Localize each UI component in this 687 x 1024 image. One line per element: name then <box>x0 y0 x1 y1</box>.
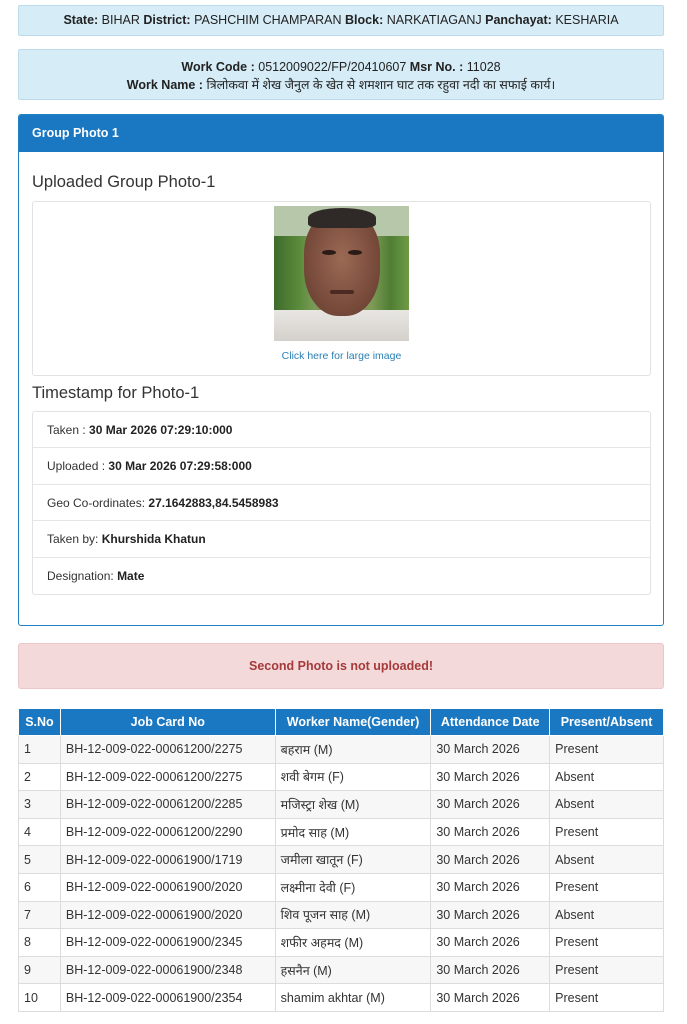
cell-job-card: BH-12-009-022-00061900/2354 <box>60 984 275 1012</box>
cell-date: 30 March 2026 <box>431 846 550 874</box>
uploaded-value: 30 Mar 2026 07:29:58:000 <box>108 459 252 474</box>
panchayat-label: Panchayat: <box>485 13 552 27</box>
cell-sno: 5 <box>19 846 61 874</box>
taken-label: Taken : <box>47 423 86 437</box>
geo-label: Geo Co-ordinates: <box>47 495 146 510</box>
cell-sno: 3 <box>19 791 61 819</box>
cell-job-card: BH-12-009-022-00061900/2348 <box>60 956 275 984</box>
timestamp-heading: Timestamp for Photo-1 <box>32 384 200 402</box>
cell-status: Present <box>550 984 664 1012</box>
group-photo-panel <box>18 114 664 626</box>
work-code-line <box>19 58 663 76</box>
cell-date: 30 March 2026 <box>431 984 550 1012</box>
cell-date: 30 March 2026 <box>431 901 550 929</box>
cell-status: Present <box>550 929 664 957</box>
panchayat-value: KESHARIA <box>555 13 619 27</box>
table-row <box>19 956 664 984</box>
cell-worker-name: हसनैन (M) <box>275 956 431 984</box>
designation-item <box>33 558 650 594</box>
cell-sno: 1 <box>19 736 61 764</box>
designation-label: Designation: <box>47 568 114 583</box>
work-code-value: 0512009022/FP/20410607 <box>258 60 407 74</box>
cell-date: 30 March 2026 <box>431 791 550 819</box>
geo-value: 27.1642883,84.5458983 <box>148 495 279 510</box>
photo-container <box>32 201 651 376</box>
taken-value: 30 Mar 2026 07:29:10:000 <box>89 423 233 437</box>
cell-date: 30 March 2026 <box>431 956 550 984</box>
table-row <box>19 901 664 929</box>
cell-date: 30 March 2026 <box>431 763 550 791</box>
cell-worker-name: शफीर अहमद (M) <box>275 929 431 957</box>
work-name-value: त्रिलोकवा में शेख जैनुल के खेत से शमशान घाट तक रहुवा नदी का सफाई कार्य। <box>206 78 556 92</box>
state-value: BIHAR <box>101 13 140 27</box>
table-row <box>19 736 664 764</box>
cell-worker-name: प्रमोद साह (M) <box>275 818 431 846</box>
designation-value: Mate <box>117 568 145 583</box>
district-label: District: <box>143 13 191 27</box>
cell-date: 30 March 2026 <box>431 818 550 846</box>
table-row <box>19 818 664 846</box>
cell-sno: 8 <box>19 929 61 957</box>
header-sno: S.No <box>19 709 61 736</box>
cell-status: Absent <box>550 763 664 791</box>
table-row <box>19 929 664 957</box>
header-attendance-date: Attendance Date <box>431 709 550 736</box>
group-photo-thumbnail[interactable] <box>274 206 409 341</box>
panel-title: Group Photo 1 <box>19 115 663 152</box>
taken-item <box>33 412 650 448</box>
taken-by-value: Khurshida Khatun <box>101 532 206 547</box>
timestamp-list <box>32 411 651 595</box>
uploaded-photo-heading: Uploaded Group Photo-1 <box>32 173 216 191</box>
table-row <box>19 984 664 1012</box>
cell-job-card: BH-12-009-022-00061900/2345 <box>60 929 275 957</box>
table-row <box>19 873 664 901</box>
cell-status: Present <box>550 956 664 984</box>
geo-item <box>33 485 650 521</box>
photo-eye-left <box>322 250 336 255</box>
cell-status: Absent <box>550 791 664 819</box>
photo-hair <box>308 208 376 228</box>
cell-job-card: BH-12-009-022-00061200/2285 <box>60 791 275 819</box>
cell-status: Absent <box>550 901 664 929</box>
table-header-row <box>19 709 664 736</box>
state-label: State: <box>63 13 99 27</box>
location-info-bar <box>18 5 664 36</box>
cell-status: Present <box>550 873 664 901</box>
cell-sno: 10 <box>19 984 61 1012</box>
cell-worker-name: शिव पूजन साह (M) <box>275 901 431 929</box>
cell-job-card: BH-12-009-022-00061900/1719 <box>60 846 275 874</box>
work-name-label: Work Name : <box>126 78 203 92</box>
cell-date: 30 March 2026 <box>431 929 550 957</box>
block-value: NARKATIAGANJ <box>386 13 482 27</box>
district-value: PASHCHIM CHAMPARAN <box>194 13 342 27</box>
cell-job-card: BH-12-009-022-00061200/2275 <box>60 763 275 791</box>
cell-job-card: BH-12-009-022-00061200/2290 <box>60 818 275 846</box>
work-info-bar <box>18 49 664 100</box>
cell-sno: 7 <box>19 901 61 929</box>
work-name-line <box>19 76 663 94</box>
cell-sno: 9 <box>19 956 61 984</box>
cell-status: Present <box>550 818 664 846</box>
cell-worker-name: शवी बेगम (F) <box>275 763 431 791</box>
taken-by-label: Taken by: <box>47 532 99 547</box>
cell-worker-name: shamim akhtar (M) <box>275 984 431 1012</box>
cell-worker-name: लक्ष्मीना देवी (F) <box>275 873 431 901</box>
cell-sno: 4 <box>19 818 61 846</box>
table-row <box>19 763 664 791</box>
cell-date: 30 March 2026 <box>431 736 550 764</box>
photo-eye-right <box>348 250 362 255</box>
second-photo-alert: Second Photo is not uploaded! <box>18 643 664 689</box>
cell-date: 30 March 2026 <box>431 873 550 901</box>
uploaded-item <box>33 448 650 484</box>
table-row <box>19 791 664 819</box>
cell-sno: 2 <box>19 763 61 791</box>
header-present-absent: Present/Absent <box>550 709 664 736</box>
cell-status: Absent <box>550 846 664 874</box>
table-row <box>19 846 664 874</box>
cell-sno: 6 <box>19 873 61 901</box>
cell-status: Present <box>550 736 664 764</box>
taken-by-item <box>33 521 650 557</box>
cell-job-card: BH-12-009-022-00061900/2020 <box>60 873 275 901</box>
work-code-label: Work Code : <box>181 60 255 74</box>
attendance-table <box>18 708 664 1012</box>
uploaded-label: Uploaded : <box>47 459 106 474</box>
msr-label: Msr No. : <box>409 60 464 74</box>
large-image-link[interactable]: Click here for large image <box>281 350 402 362</box>
photo-mouth <box>330 290 354 294</box>
msr-value: 11028 <box>466 60 501 74</box>
block-label: Block: <box>345 13 384 27</box>
cell-job-card: BH-12-009-022-00061900/2020 <box>60 901 275 929</box>
cell-worker-name: मजिस्ट्रा शेख (M) <box>275 791 431 819</box>
header-worker-name: Worker Name(Gender) <box>275 709 431 736</box>
header-job-card: Job Card No <box>60 709 275 736</box>
cell-worker-name: जमीला खातून (F) <box>275 846 431 874</box>
cell-job-card: BH-12-009-022-00061200/2275 <box>60 736 275 764</box>
cell-worker-name: बहराम (M) <box>275 736 431 764</box>
